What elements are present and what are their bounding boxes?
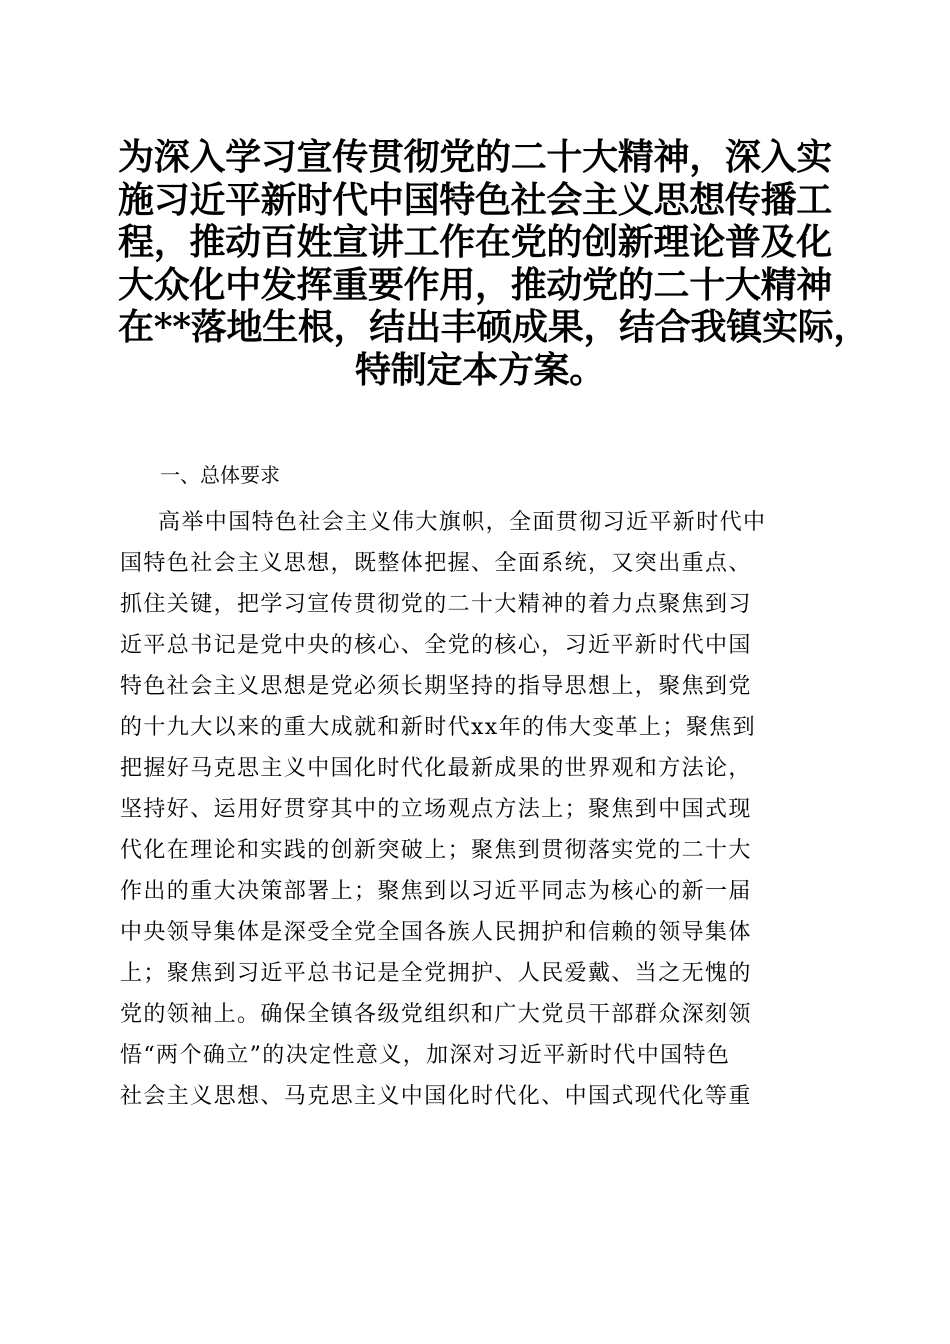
body-line: 近平总书记是党中央的核心、全党的核心，习近平新时代中国 — [120, 633, 752, 658]
body-line: 坚持好、运用好贯穿其中的立场观点方法上；聚焦到中国式现 — [120, 797, 752, 822]
title-line: 施习近平新时代中国特色社会主义思想传播工 — [118, 178, 833, 221]
title-line: 大众化中发挥重要作用，推动党的二十大精神 — [118, 263, 833, 306]
title-line: 程，推动百姓宣讲工作在党的创新理论普及化 — [118, 221, 833, 263]
title-line: 在**落地生根，结出丰硕成果，结合我镇实际， — [118, 306, 870, 348]
body-line: 上；聚焦到习近平总书记是全党拥护、人民爱戴、当之无愧的 — [120, 961, 752, 986]
body-line: 作出的重大决策部署上；聚焦到以习近平同志为核心的新一届 — [120, 879, 752, 904]
body-line: 国特色社会主义思想，既整体把握、全面系统，又突出重点、 — [120, 551, 752, 576]
body-line: 中央领导集体是深受全党全国各族人民拥护和信赖的领导集体 — [120, 920, 752, 945]
body-line: 的十九大以来的重大成就和新时代xx年的伟大变革上；聚焦到 — [120, 715, 757, 740]
body-line: 抓住关键，把学习宣传贯彻党的二十大精神的着力点聚焦到习 — [120, 592, 752, 617]
document-title — [118, 136, 870, 391]
body-line: 把握好马克思主义中国化时代化最新成果的世界观和方法论， — [120, 756, 752, 781]
body-line: 悟“两个确立”的决定性意义，加深对习近平新时代中国特色 — [120, 1043, 731, 1068]
body-line: 高举中国特色社会主义伟大旗帜，全面贯彻习近平新时代中 — [158, 510, 767, 535]
body-line: 代化在理论和实践的创新突破上；聚焦到贯彻落实党的二十大 — [120, 838, 752, 863]
title-line: 特制定本方案。 — [355, 348, 605, 391]
body-line: 特色社会主义思想是党必须长期坚持的指导思想上，聚焦到党 — [120, 674, 752, 699]
body-paragraph — [120, 502, 840, 1117]
section-heading: 一、总体要求 — [160, 463, 280, 487]
title-line: 为深入学习宣传贯彻党的二十大精神，深入实 — [118, 136, 833, 178]
body-line: 社会主义思想、马克思主义中国化时代化、中国式现代化等重 — [120, 1084, 752, 1109]
body-line: 党的领袖上。确保全镇各级党组织和广大党员干部群众深刻领 — [120, 1002, 752, 1027]
